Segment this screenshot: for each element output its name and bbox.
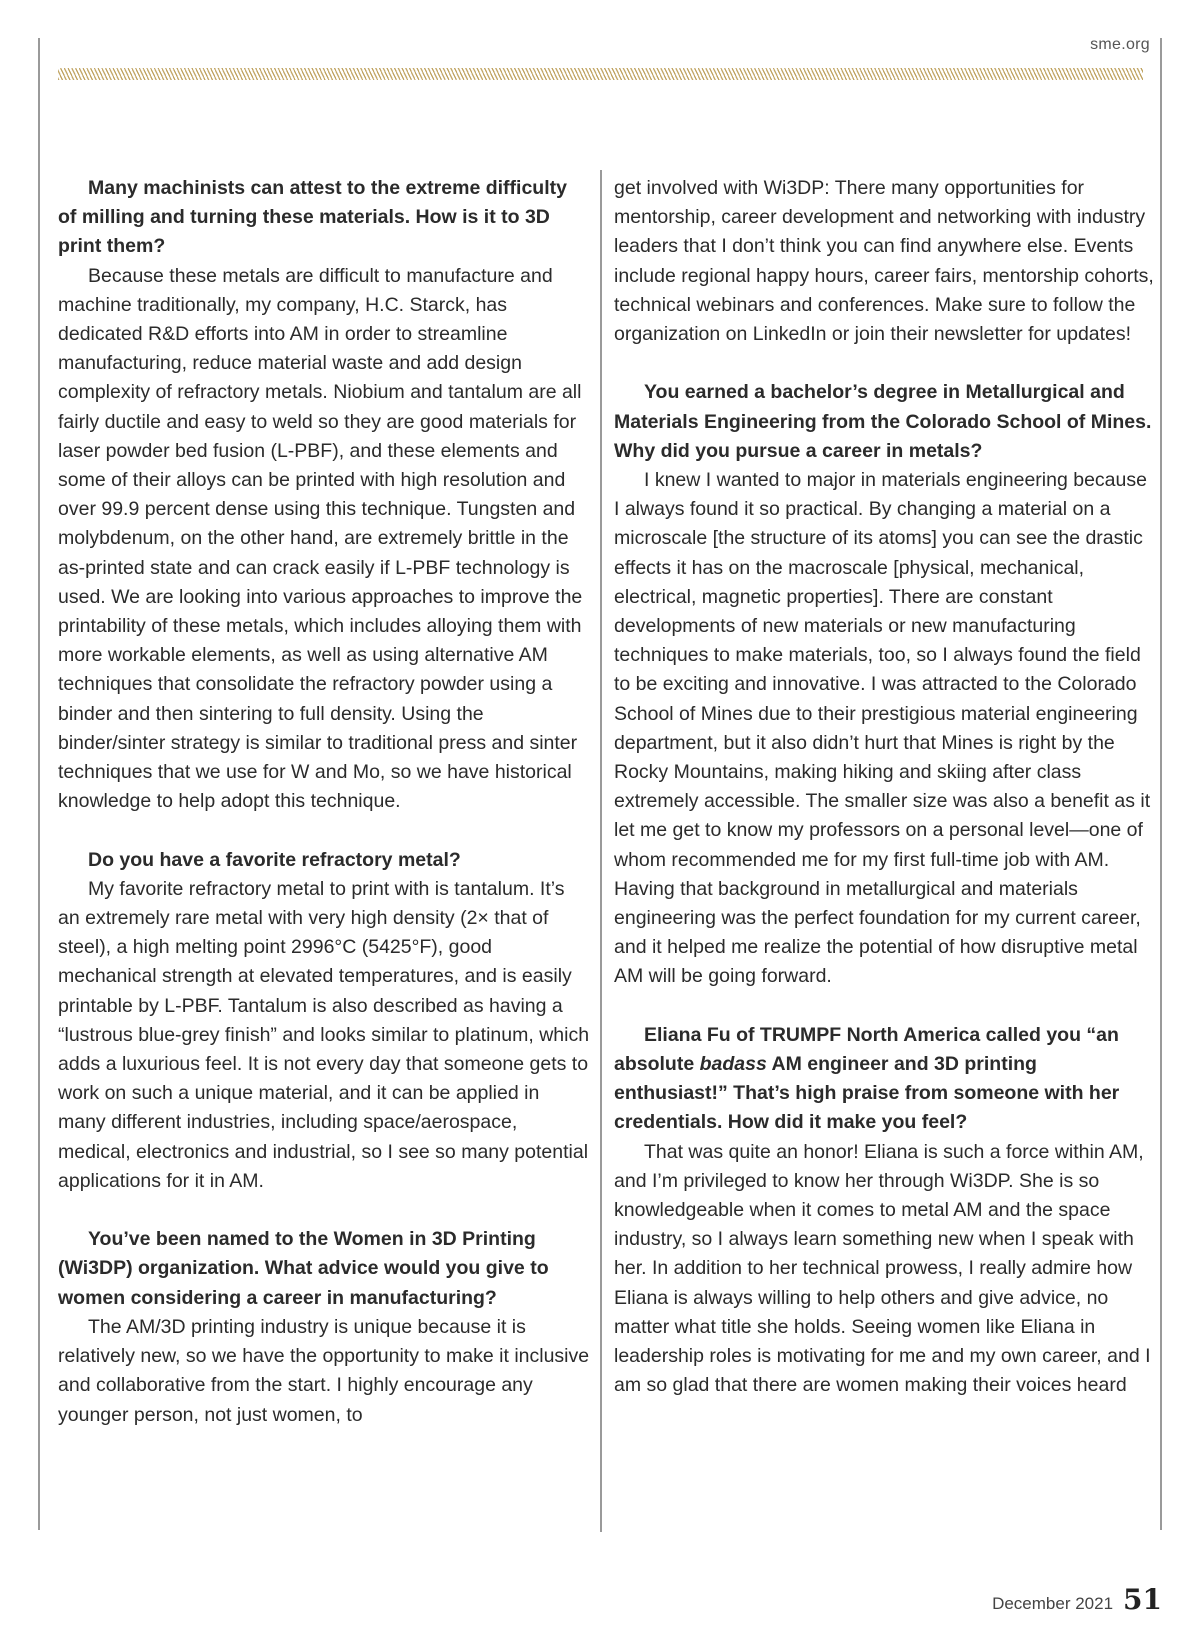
page-number: 51 — [1123, 1583, 1162, 1616]
answer-eliana-fu: That was quite an honor! Eliana is such a force within AM, and I’m privileged to know her through Wi3DP. She is so knowledgeable when it comes to metal AM and the space industry, so I always learn something new when I speak with her. In addition to her technical prowess, I really admire how Eliana is always willing to help others and give advice, no matter what title she holds. Seeing women like Eliana in leadership roles is motivating for me and my own career, and I am so glad that there are women making their voices heard — [614, 1140, 1151, 1397]
decorative-hatch-band — [58, 68, 1143, 80]
left-column — [58, 174, 590, 1430]
right-column — [614, 174, 1154, 1401]
site-url[interactable]: sme.org — [1090, 36, 1150, 53]
question-metals-career: You earned a bachelor’s degree in Metallurgical and Materials Engineering from the Colorado School of Mines. Why did you pursue a career in metals? — [614, 381, 1152, 462]
page-footer — [992, 1583, 1162, 1616]
question-favorite-metal: Do you have a favorite refractory metal? — [88, 848, 461, 871]
question-eliana-fu-part1: Eliana Fu of TRUMPF North America called you “an absolute — [614, 1023, 1119, 1076]
answer-wi3dp: The AM/3D printing industry is unique because it is relatively new, so we have the opportunity to make it inclusive and collaborative from the start. I highly encourage any younger person, not just women, to — [58, 1315, 590, 1426]
answer-wi3dp-continued: get involved with Wi3DP: There many opportunities for mentorship, career development and networking with industry leaders that I don’t think you can find anywhere else. Events include regional happy hours, career fairs, mentorship cohorts, technical webinars and conferences. Make sure to follow the organization on LinkedIn or join their newsletter for updates! — [614, 177, 1154, 346]
left-margin-rule — [38, 38, 40, 1530]
column-divider — [600, 170, 602, 1532]
question-eliana-fu-part2: AM engineer and 3D printing enthusiast!” That’s high praise from someone with her credentials. How did it make you feel? — [614, 1053, 1120, 1134]
issue-date: December 2021 — [992, 1594, 1114, 1613]
question-eliana-fu-emphasis: badass — [699, 1053, 767, 1076]
answer-difficulty: Because these metals are difficult to manufacture and machine traditionally, my company, H.C. Starck, has dedicated R&D efforts into AM in order to streamline manufacturing, reduce material waste and add design complexity of refractory metals. Niobium and tantalum are all fairly ductile and easy to weld so they are good materials for laser powder bed fusion (L-PBF), and these elements and some of their alloys can be printed with high resolution and over 99.9 percent dense using this technique. Tungsten and molybdenum, on the other hand, are extremely brittle in the as-printed state and can crack easily if L-PBF technology is used. We are looking into various approaches to improve the printability of these metals, which includes alloying them with more workable elements, as well as using alternative AM techniques that consolidate the refractory powder using a binder and then sintering to full density. Using the binder/sinter strategy is similar to traditional press and sinter techniques that we use for W and Mo, so we have historical knowledge to help adopt this technique. — [58, 264, 583, 813]
answer-metals-career: I knew I wanted to major in materials engineering because I always found it so practical. By changing a material on a microscale [the structure of its atoms] you can see the drastic effects it has on the macroscale [physical, mechanical, electrical, magnetic properties]. There are constant developments of new materials or new manufacturing techniques to make materials, too, so I always found the field to be exciting and innovative. I was attracted to the Colorado School of Mines due to their prestigious material engineering department, but it also didn’t hurt that Mines is right by the Rocky Mountains, making hiking and skiing after class extremely accessible. The smaller size was also a benefit as it let me get to know my professors on a personal level—one of whom recommended me for my first full-time job with AM. Having that background in metallurgical and materials engineering was the perfect foundation for my current career, and it helped me realize the potential of how disruptive metal AM will be going forward. — [614, 469, 1151, 988]
right-margin-rule — [1160, 38, 1162, 1530]
answer-favorite-metal: My favorite refractory metal to print with is tantalum. It’s an extremely rare metal with very high density (2× that of steel), a high melting point 2996°C (5425°F), good mechanical strength at elevated temperatures, and is easily printable by L-PBF. Tantalum is also described as having a “lustrous blue-grey finish” and looks similar to platinum, which adds a luxurious feel. It is not every day that someone gets to work on such a unique material, and it can be applied in many different industries, including space/aerospace, medical, electronics and industrial, so I see so many potential applications for it in AM. — [58, 877, 590, 1192]
question-eliana-fu — [614, 1021, 1154, 1138]
question-wi3dp: You’ve been named to the Women in 3D Printing (Wi3DP) organization. What advice would you give to women considering a career in manufacturing? — [58, 1228, 549, 1309]
question-difficulty: Many machinists can attest to the extreme difficulty of milling and turning these materials. How is it to 3D print them? — [58, 177, 567, 258]
